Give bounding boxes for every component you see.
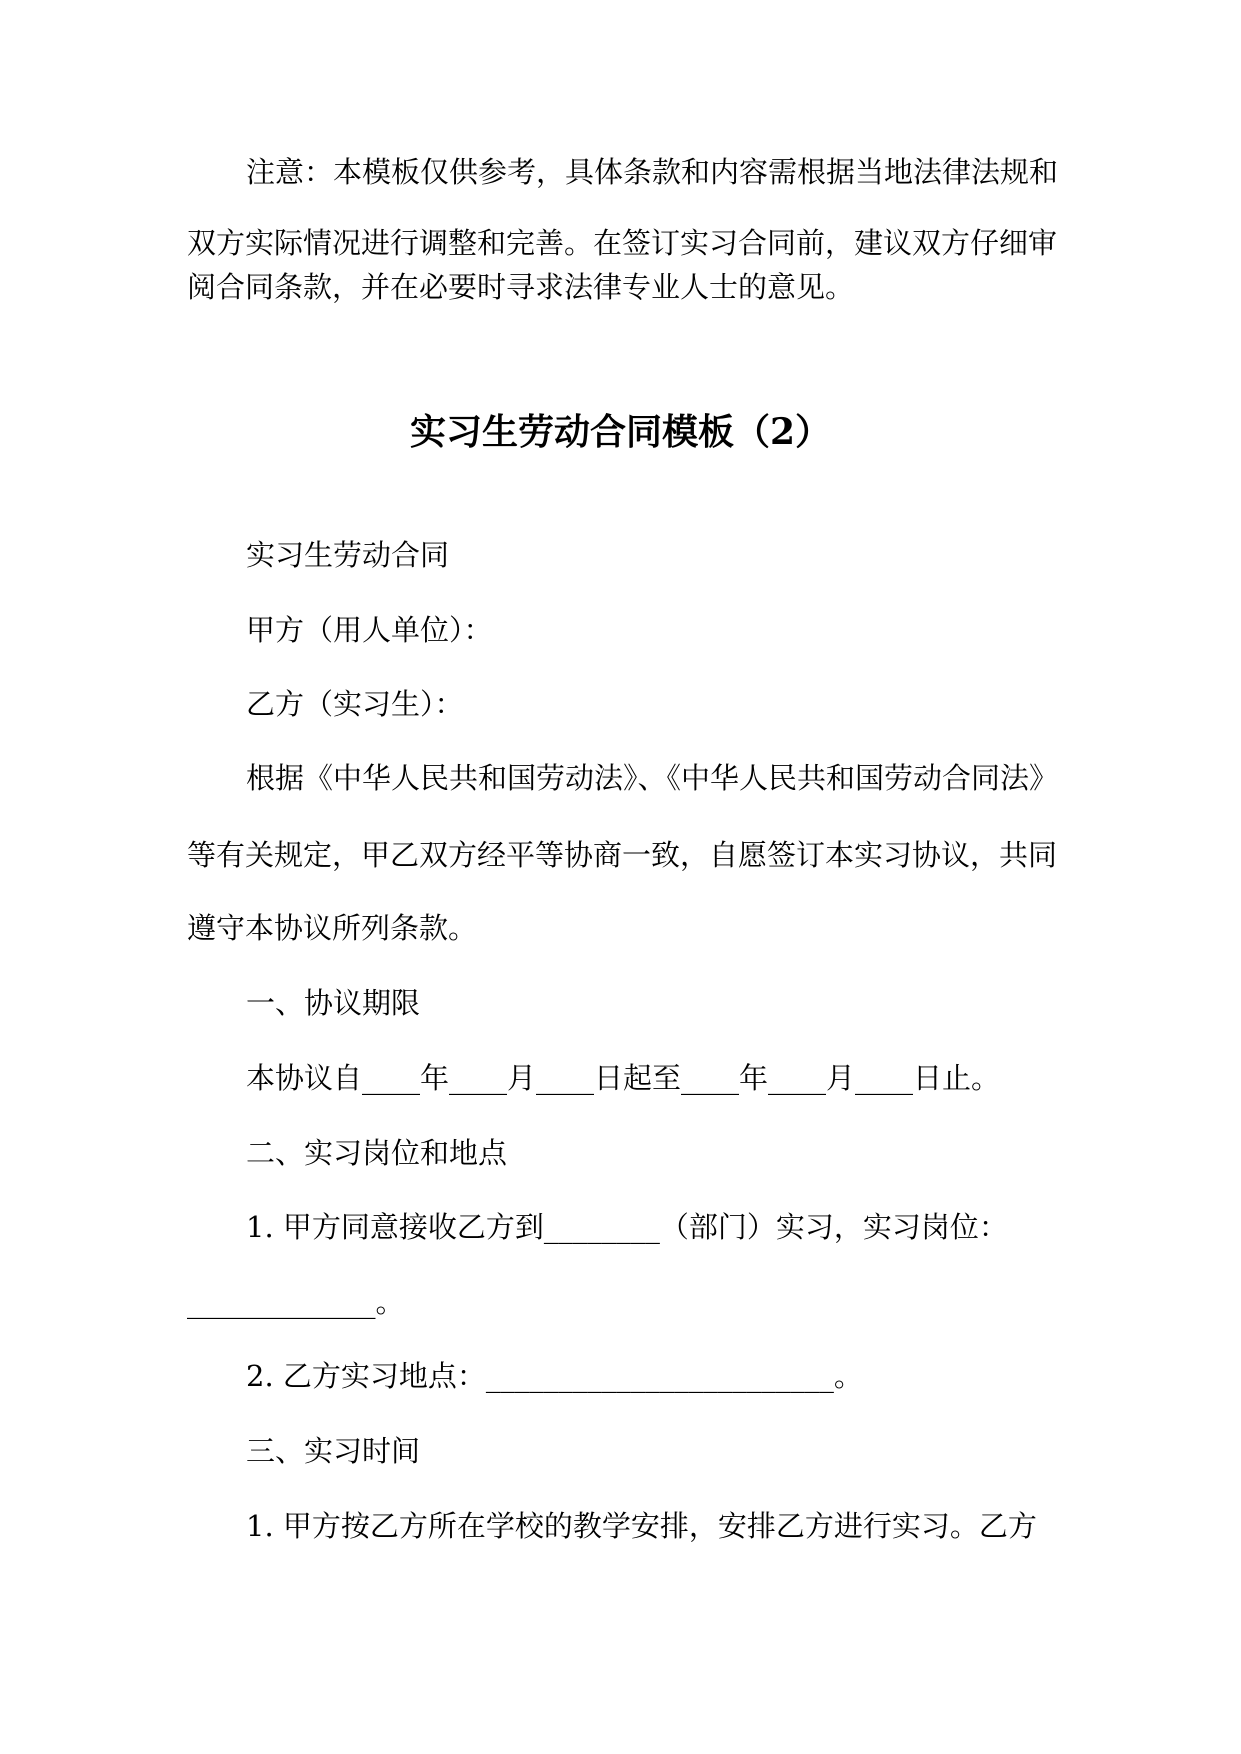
intro-line-3: 遵守本协议所列条款。 [187, 911, 478, 945]
contract-heading: 实习生劳动合同 [246, 538, 450, 572]
section-2-title: 二、实习岗位和地点 [246, 1136, 508, 1170]
note-line-3: 阅合同条款，并在必要时寻求法律专业人士的意见。 [187, 270, 855, 304]
note-line-2: 双方实际情况进行调整和完善。在签订实习合同前，建议双方仔细审 [187, 226, 1058, 260]
section-1-text: 本协议自____年____月____日起至____年____月____日止。 [246, 1061, 1001, 1095]
section-1-title: 一、协议期限 [246, 986, 421, 1020]
party-a-label: 甲方（用人单位）： [246, 613, 493, 647]
section-2-item-2: 2. 乙方实习地点：________________________。 [246, 1359, 863, 1393]
section-3-title: 三、实习时间 [246, 1434, 421, 1468]
note-line-1: 注意：本模板仅供参考，具体条款和内容需根据当地法律法规和 [246, 155, 1059, 189]
section-2-item-1-line-2: _____________。 [187, 1285, 405, 1319]
intro-line-2: 等有关规定，甲乙双方经平等协商一致，自愿签订本实习协议，共同 [187, 838, 1058, 872]
intro-line-1: 根据《中华人民共和国劳动法》、《中华人民共和国劳动合同法》 [246, 761, 1059, 795]
section-2-item-1-line-1: 1. 甲方同意接收乙方到________（部门）实习，实习岗位： [246, 1210, 1008, 1244]
section-3-item-1-line-1: 1. 甲方按乙方所在学校的教学安排，安排乙方进行实习。乙方 [246, 1509, 1037, 1543]
party-b-label: 乙方（实习生）： [246, 687, 464, 721]
document-title: 实习生劳动合同模板（2） [409, 411, 832, 453]
